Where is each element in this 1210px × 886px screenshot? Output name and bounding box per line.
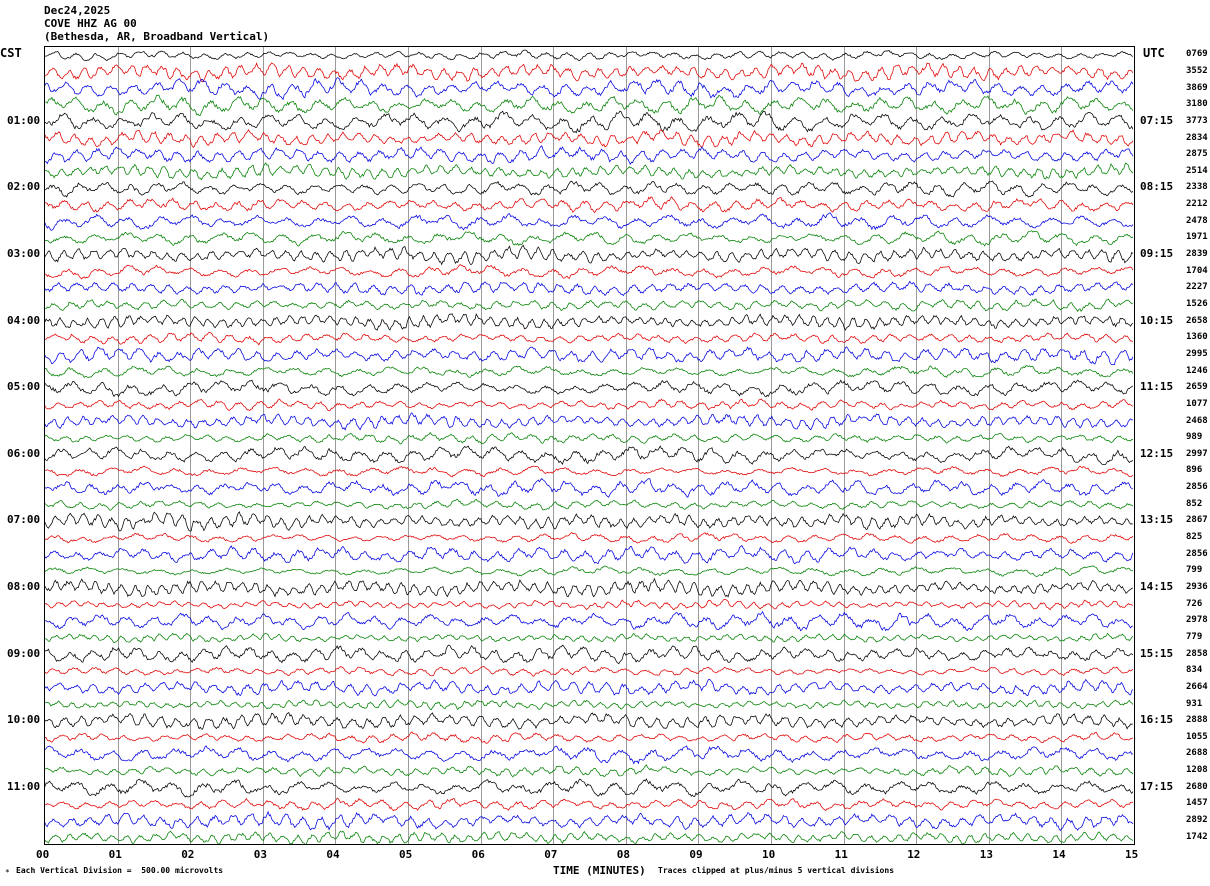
row-amplitude-label: 2875	[1186, 149, 1208, 160]
row-amplitude-label: 896	[1186, 465, 1203, 476]
row-amplitude-label: 3552	[1186, 65, 1208, 76]
x-axis-tick: 07	[544, 848, 558, 861]
row-amplitude-label: 1742	[1186, 831, 1208, 842]
row-amplitude-label: 2212	[1186, 199, 1208, 210]
right-time-tick: 07:15	[1140, 113, 1174, 127]
row-amplitude-label: 852	[1186, 498, 1203, 509]
row-amplitude-label: 2888	[1186, 715, 1208, 726]
footer-marker-icon: *	[5, 868, 10, 877]
row-amplitude-label: 1208	[1186, 765, 1208, 776]
row-amplitude-label: 1971	[1186, 232, 1208, 243]
row-amplitude-label: 2856	[1186, 548, 1208, 559]
row-amplitude-label: 2892	[1186, 815, 1208, 826]
right-time-tick: 15:15	[1140, 646, 1174, 660]
row-amplitude-label: 931	[1186, 698, 1203, 709]
row-amplitude-label: 726	[1186, 598, 1203, 609]
row-amplitude-label: 834	[1186, 665, 1203, 676]
x-axis-tick: 08	[616, 848, 631, 861]
right-time-tick: 08:15	[1140, 180, 1174, 194]
right-time-tick: 14:15	[1140, 579, 1174, 593]
left-time-tick: 01:00	[7, 113, 41, 127]
left-time-tick: 08:00	[7, 579, 41, 593]
left-time-tick: 09:00	[7, 646, 41, 660]
right-time-tick: 11:15	[1140, 380, 1174, 394]
row-amplitude-label: 2997	[1186, 448, 1208, 459]
right-time-tick: 13:15	[1140, 513, 1174, 527]
x-axis-tick: 09	[689, 848, 703, 861]
row-amplitude-label: 2659	[1186, 382, 1208, 393]
x-axis-tick: 13	[979, 848, 994, 861]
x-axis-tick: 03	[253, 848, 268, 861]
x-axis-tick: 06	[471, 848, 485, 861]
row-amplitude-label: 2227	[1186, 282, 1208, 293]
row-amplitude-label: 779	[1186, 631, 1203, 642]
row-amplitude-label: 2978	[1186, 615, 1208, 626]
row-amplitude-label: 2856	[1186, 482, 1208, 493]
footer-clip-note: Traces clipped at plus/minus 5 vertical divisions	[658, 866, 895, 875]
x-axis-tick: 15	[1125, 848, 1139, 861]
row-amplitude-label: 1457	[1186, 798, 1208, 809]
x-axis-tick: 12	[907, 848, 921, 861]
row-amplitude-label: 825	[1186, 532, 1203, 543]
footer-scale-note: Each Vertical Division = 500.00 microvolts	[16, 866, 224, 875]
row-amplitude-label: 2658	[1186, 315, 1208, 326]
left-axis-label: CST	[0, 46, 22, 60]
row-amplitude-label: 2995	[1186, 348, 1208, 359]
right-time-tick: 10:15	[1140, 313, 1174, 327]
right-axis-label: UTC	[1143, 46, 1165, 60]
row-amplitude-label: 3869	[1186, 82, 1208, 93]
left-time-tick: 04:00	[7, 313, 41, 327]
row-amplitude-label: 799	[1186, 565, 1203, 576]
header-location: (Bethesda, AR, Broadband Vertical)	[44, 30, 270, 43]
left-time-tick: 03:00	[7, 247, 41, 261]
left-time-tick: 05:00	[7, 380, 41, 394]
x-axis-tick: 14	[1052, 848, 1066, 861]
row-amplitude-label: 1055	[1186, 731, 1208, 742]
row-amplitude-label: 1246	[1186, 365, 1208, 376]
row-amplitude-label: 2338	[1186, 182, 1208, 193]
row-amplitude-label: 0769	[1186, 49, 1208, 60]
right-time-tick: 17:15	[1140, 779, 1174, 793]
header-station: COVE HHZ AG 00	[44, 17, 137, 30]
row-amplitude-label: 2834	[1186, 132, 1208, 143]
seismogram-plot	[44, 46, 1135, 845]
row-amplitude-label: 2867	[1186, 515, 1208, 526]
seismic-trace	[45, 47, 1134, 845]
row-amplitude-label: 2936	[1186, 581, 1208, 592]
header-date: Dec24,2025	[44, 4, 111, 17]
x-axis-tick: 10	[762, 848, 776, 861]
right-time-tick: 09:15	[1140, 247, 1174, 261]
left-time-tick: 11:00	[7, 779, 41, 793]
x-axis-tick: 02	[181, 848, 195, 861]
x-axis-tick: 04	[326, 848, 340, 861]
x-axis-tick: 05	[399, 848, 413, 861]
row-amplitude-label: 2839	[1186, 249, 1208, 260]
left-time-tick: 02:00	[7, 180, 41, 194]
row-amplitude-label: 2478	[1186, 215, 1208, 226]
row-amplitude-label: 3773	[1186, 115, 1208, 126]
row-amplitude-label: 1526	[1186, 299, 1208, 309]
left-time-tick: 07:00	[7, 513, 41, 527]
x-axis-tick: 01	[108, 848, 122, 861]
left-time-tick: 06:00	[7, 446, 41, 460]
row-amplitude-label: 1077	[1186, 398, 1208, 409]
left-time-tick: 10:00	[7, 713, 41, 727]
row-amplitude-label: 2688	[1186, 748, 1208, 759]
row-amplitude-label: 1704	[1186, 265, 1208, 276]
row-amplitude-label: 1360	[1186, 332, 1208, 343]
right-time-tick: 16:15	[1140, 713, 1174, 727]
row-amplitude-label: 2514	[1186, 165, 1208, 176]
right-time-tick: 12:15	[1140, 446, 1174, 460]
row-amplitude-label: 2468	[1186, 415, 1208, 426]
x-axis-tick: 00	[36, 848, 50, 861]
row-amplitude-label: 3180	[1186, 99, 1208, 110]
row-amplitude-label: 2664	[1186, 681, 1208, 692]
row-amplitude-label: 2858	[1186, 648, 1208, 659]
row-amplitude-label: 989	[1186, 432, 1203, 443]
x-axis-title: TIME (MINUTES)	[553, 864, 646, 877]
x-axis-tick: 11	[834, 848, 848, 861]
row-amplitude-label: 2680	[1186, 781, 1208, 792]
